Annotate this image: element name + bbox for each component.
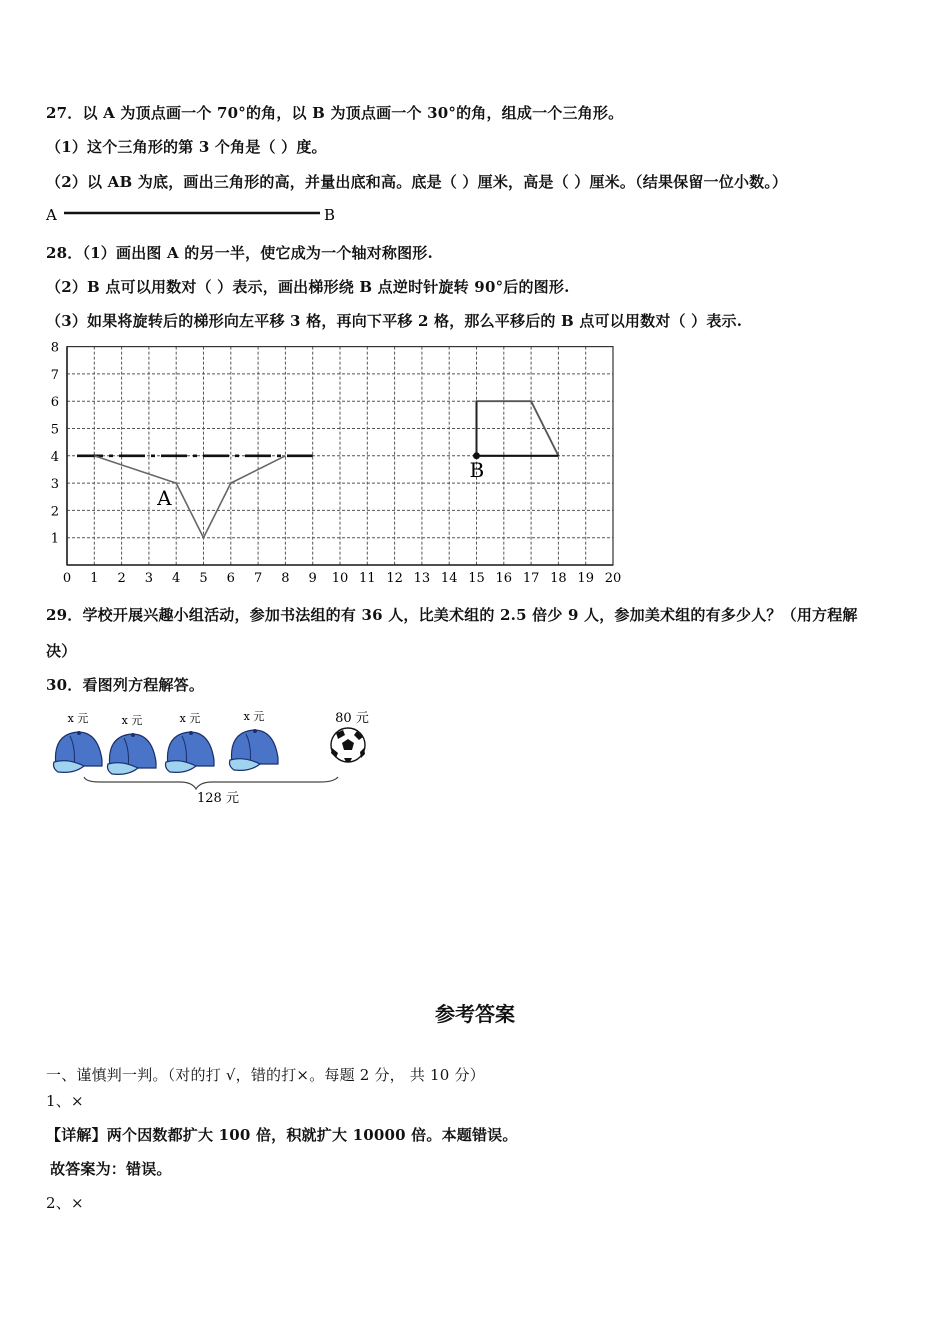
x-tick-label: 20 <box>604 571 622 586</box>
x-tick-label: 10 <box>331 571 349 586</box>
cap-icon <box>166 731 215 772</box>
x-tick-label: 1 <box>90 571 99 586</box>
q27-stem: 27．以 A 为顶点画一个 70°的角，以 B 为顶点画一个 30°的角，组成一个三角形。 <box>46 104 624 122</box>
y-tick-label: 1 <box>50 531 59 547</box>
coordinate-grid <box>30 335 640 591</box>
x-tick-label: 18 <box>550 571 567 586</box>
x-tick-label: 14 <box>440 571 458 586</box>
x-tick-label: 17 <box>522 571 540 586</box>
answer-1-detail: 【详解】两个因数都扩大 100 倍，积就扩大 10000 倍。本题错误。 <box>46 1126 518 1144</box>
cap-button <box>189 731 193 735</box>
y-tick-label: 2 <box>50 504 59 520</box>
cap-price-label: x 元 <box>121 714 143 727</box>
segment-label-b: B <box>324 206 336 224</box>
x-tick-label: 4 <box>172 571 181 586</box>
answers-title: 参考答案 <box>435 1002 515 1026</box>
cap-price-label: x 元 <box>179 712 201 725</box>
x-tick-label: 8 <box>281 571 290 586</box>
q28-part3: （3）如果将旋转后的梯形向左平移 3 格，再向下平移 2 格，那么平移后的 B 点可以用数对（ ）表示. <box>46 312 743 330</box>
x-tick-label: 12 <box>386 571 403 586</box>
x-tick-label: 13 <box>413 571 431 586</box>
x-tick-label: 0 <box>62 571 72 586</box>
cap-icon <box>230 729 279 770</box>
answer-2: 2、× <box>46 1194 84 1212</box>
q30-stem: 30．看图列方程解答。 <box>46 676 205 694</box>
cap-button <box>253 729 257 733</box>
y-tick-label: 8 <box>50 340 59 356</box>
x-tick-label: 15 <box>468 571 485 586</box>
y-tick-label: 4 <box>50 449 59 465</box>
answer-1-conclusion: 故答案为：错误。 <box>50 1160 172 1178</box>
q29-line2: 决） <box>46 642 77 660</box>
cap-price-label: x 元 <box>67 712 89 725</box>
segment-label-a: A <box>46 206 57 224</box>
total-brace <box>84 777 338 789</box>
q28-stem: 28．（1）画出图 A 的另一半，使它成为一个轴对称图形. <box>46 244 433 262</box>
answer-1: 1、× <box>46 1092 84 1110</box>
cap-button <box>131 733 135 737</box>
cap-button <box>77 731 81 735</box>
cap-price-label: x 元 <box>243 710 265 723</box>
cap-icon <box>54 731 103 772</box>
figure-a-outline <box>94 456 285 538</box>
q27-part1: （1）这个三角形的第 3 个角是（ ）度。 <box>46 138 327 156</box>
x-tick-label: 11 <box>359 571 376 586</box>
q27-part2: （2）以 AB 为底，画出三角形的高，并量出底和高。底是（ ）厘米，高是（ ）厘米。（结果保留一位小数。） <box>46 173 788 191</box>
y-tick-label: 6 <box>50 395 59 411</box>
segment-ab <box>44 200 344 226</box>
y-tick-label: 5 <box>50 422 59 438</box>
x-tick-label: 19 <box>577 571 594 586</box>
answers-section-1: 一、谨慎判一判。（对的打 √，错的打×。每题 2 分， 共 10 分） <box>46 1066 485 1084</box>
y-tick-label: 7 <box>50 367 59 383</box>
q28-part2: （2）B 点可以用数对（ ）表示，画出梯形绕 B 点逆时针旋转 90°后的图形. <box>46 278 570 296</box>
point-b-label: B <box>469 457 485 482</box>
shopping-figure <box>40 705 380 810</box>
x-tick-label: 6 <box>226 571 235 586</box>
total-price-label: 128 元 <box>197 791 239 806</box>
x-tick-label: 3 <box>144 571 154 586</box>
figure-a-label: A <box>157 485 172 510</box>
soccer-ball-icon <box>331 728 365 762</box>
x-tick-label: 9 <box>308 571 317 586</box>
cap-icon <box>108 733 157 774</box>
x-tick-label: 2 <box>117 571 126 586</box>
y-tick-label: 3 <box>50 477 59 493</box>
q29-line1: 29．学校开展兴趣小组活动，参加书法组的有 36 人，比美术组的 2.5 倍少 9 人，参加美术组的有多少人？（用方程解 <box>46 606 858 624</box>
x-tick-label: 16 <box>495 571 513 586</box>
x-tick-label: 7 <box>253 571 263 586</box>
ball-price-label: 80 元 <box>335 711 369 726</box>
x-tick-label: 5 <box>199 571 208 586</box>
